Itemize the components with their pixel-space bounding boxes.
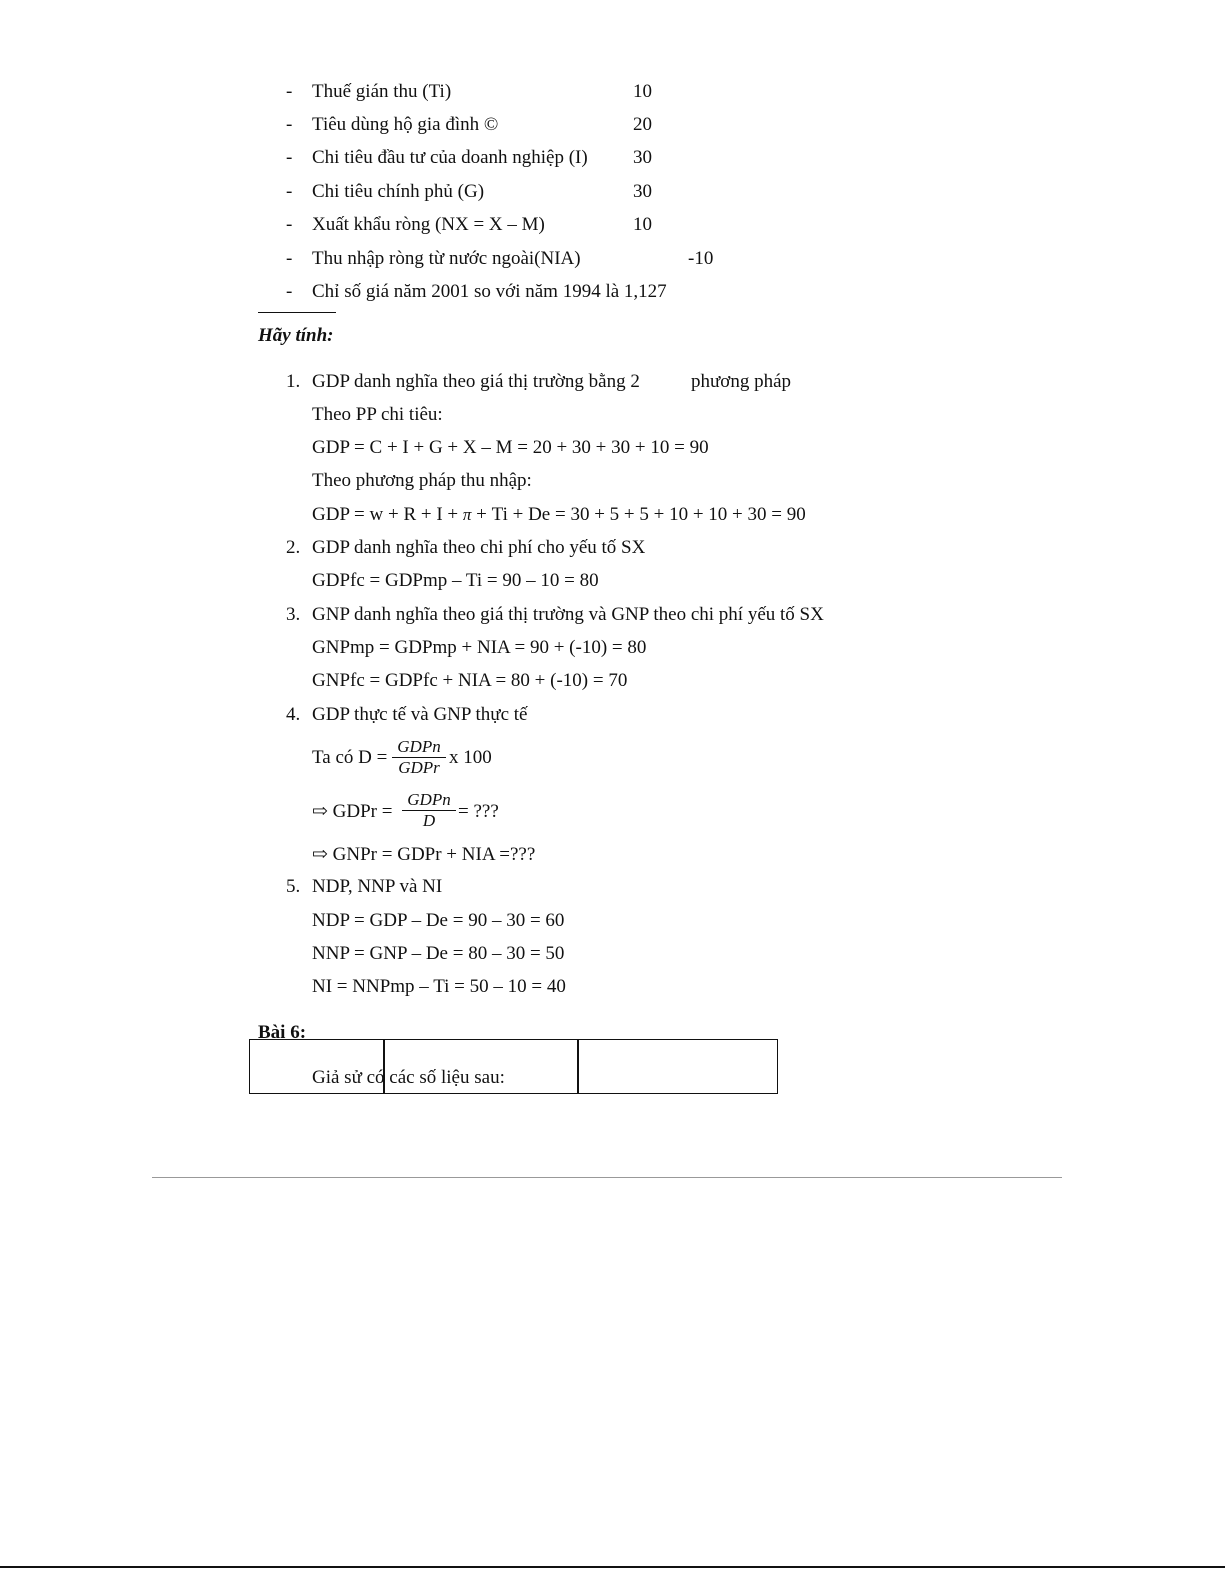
answer-line: GNPfc = GDPfc + NIA = 80 + (-10) = 70 <box>312 670 628 691</box>
table-column-divider <box>577 1040 579 1093</box>
answer-line <box>312 504 806 526</box>
answer-line: NI = NNPmp – Ti = 50 – 10 = 40 <box>312 976 566 997</box>
page-divider <box>152 1177 1062 1178</box>
answer-line: Theo phương pháp thu nhập: <box>312 470 532 491</box>
bullet-dash: - <box>286 147 293 168</box>
question-title: GDP danh nghĩa theo chi phí cho yếu tố SX <box>312 537 646 558</box>
exercise-intro: Giả sử có các số liệu sau: <box>312 1067 505 1088</box>
question-title-cont: phương pháp <box>691 371 792 392</box>
numerator: GDPn <box>392 737 446 758</box>
formula-lhs: ⇨ GDPr = <box>312 801 393 822</box>
exercise-title: Bài 6: <box>258 1022 307 1043</box>
formula-part: + Ti + De = 30 + 5 + 5 + 10 + 10 + 30 = 90 <box>471 504 806 525</box>
bullet-dash: - <box>286 214 293 235</box>
item-label: Chi tiêu chính phủ (G) <box>312 181 485 202</box>
item-value: 30 <box>633 147 652 168</box>
bullet-dash: - <box>286 114 293 135</box>
item-label: Chi tiêu đầu tư của doanh nghiệp (I) <box>312 147 588 168</box>
pi-symbol: π <box>462 505 472 524</box>
item-label: Xuất khẩu ròng (NX = X – M) <box>312 214 545 235</box>
formula-part: GDP = w + R + I + <box>312 504 463 525</box>
bullet-dash: - <box>286 181 293 202</box>
answer-line: NNP = GNP – De = 80 – 30 = 50 <box>312 943 565 964</box>
question-number: 1. <box>286 371 301 392</box>
question-title: NDP, NNP và NI <box>312 876 443 897</box>
question-title: GDP thực tế và GNP thực tế <box>312 704 528 725</box>
item-value: 10 <box>633 214 652 235</box>
item-value: 30 <box>633 181 652 202</box>
numerator: GDPn <box>402 790 456 811</box>
question-number: 4. <box>286 704 301 725</box>
bullet-dash: - <box>286 81 293 102</box>
item-label: Thu nhập ròng từ nước ngoài(NIA) <box>312 248 581 269</box>
item-label: Chỉ số giá năm 2001 so với năm 1994 là 1,127 <box>312 281 667 302</box>
question-title: GNP danh nghĩa theo giá thị trường và GNP theo chi phí yếu tố SX <box>312 604 824 625</box>
item-label: Tiêu dùng hộ gia đình © <box>312 114 499 135</box>
formula-lhs: Ta có D = <box>312 747 388 768</box>
page-bottom-border <box>0 1566 1225 1568</box>
fraction <box>392 737 446 778</box>
section-heading: Hãy tính: <box>258 325 334 346</box>
divider <box>258 312 336 313</box>
formula-rhs: = ??? <box>458 801 499 822</box>
question-number: 3. <box>286 604 301 625</box>
fraction <box>402 790 456 831</box>
answer-line: NDP = GDP – De = 90 – 30 = 60 <box>312 910 565 931</box>
denominator: GDPr <box>398 758 440 777</box>
item-label: Thuế gián thu (Ti) <box>312 81 452 102</box>
answer-line: ⇨ GNPr = GDPr + NIA =??? <box>312 844 536 865</box>
denominator: D <box>422 811 436 830</box>
answer-line: Theo PP chi tiêu: <box>312 404 443 425</box>
item-value: 20 <box>633 114 652 135</box>
formula-rhs: x 100 <box>449 747 492 768</box>
bullet-dash: - <box>286 248 293 269</box>
question-number: 5. <box>286 876 301 897</box>
item-value: 10 <box>633 81 652 102</box>
question-title: GDP danh nghĩa theo giá thị trường bằng 2 <box>312 371 640 392</box>
answer-line: GNPmp = GDPmp + NIA = 90 + (-10) = 80 <box>312 637 647 658</box>
answer-line: GDPfc = GDPmp – Ti = 90 – 10 = 80 <box>312 570 599 591</box>
question-number: 2. <box>286 537 301 558</box>
bullet-dash: - <box>286 281 293 302</box>
answer-line: GDP = C + I + G + X – M = 20 + 30 + 30 + 10 = 90 <box>312 437 709 458</box>
item-value: -10 <box>688 248 714 269</box>
